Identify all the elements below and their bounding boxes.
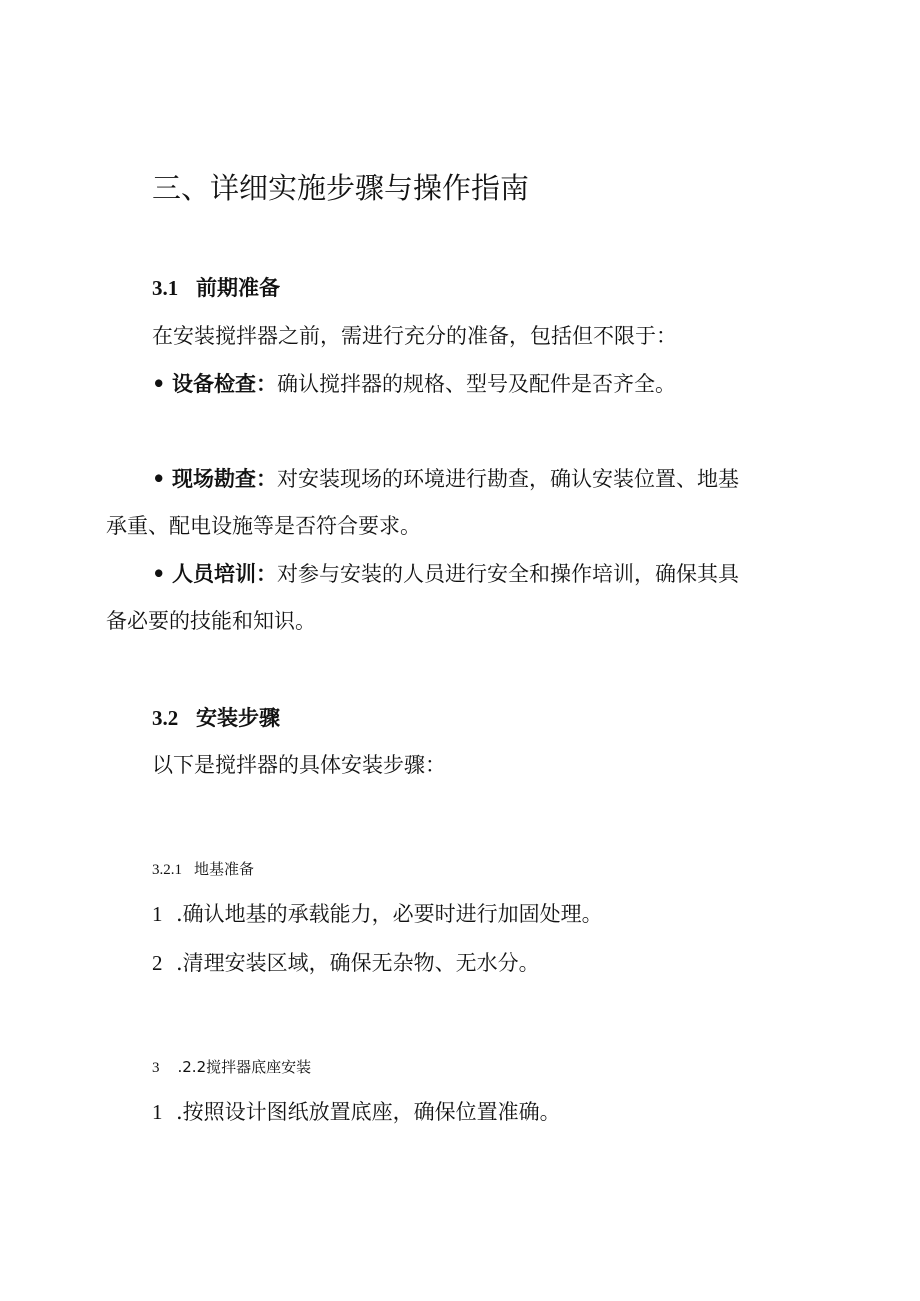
bullet-text-continuation: 承重、配电设施等是否符合要求。 <box>106 514 421 538</box>
bullet-dot: • <box>152 466 166 491</box>
item-text: .按照设计图纸放置底座，确保位置准确。 <box>176 1100 561 1124</box>
section-intro: 在安装搅拌器之前，需进行充分的准备，包括但不限于： <box>152 324 677 348</box>
subsection-title: 地基准备 <box>194 860 255 878</box>
item-text: .清理安装区域，确保无杂物、无水分。 <box>176 951 540 975</box>
subsection-heading-3-2-2 <box>152 1056 311 1077</box>
bullet-text: 确认搅拌器的规格、型号及配件是否齐全。 <box>277 372 676 396</box>
section-heading-3-2 <box>152 702 280 732</box>
bullet-label: 人员培训： <box>172 562 277 586</box>
item-number: 1 <box>152 1100 163 1124</box>
item-text: .确认地基的承载能力，必要时进行加固处理。 <box>176 902 603 926</box>
section-title: 安装步骤 <box>196 706 280 730</box>
subsection-number: 3.2.1 <box>152 862 182 878</box>
bullet-dot: • <box>152 561 166 586</box>
bullet-label: 设备检查： <box>172 372 277 396</box>
bullet-dot: • <box>152 371 166 396</box>
bullet-text-continuation: 备必要的技能和知识。 <box>106 609 316 633</box>
item-number: 2 <box>152 951 163 975</box>
section-number: 3.2 <box>152 706 179 730</box>
section-number: 3.1 <box>152 276 179 300</box>
bullet-item <box>152 368 676 398</box>
bullet-text: 对安装现场的环境进行勘查，确认安装位置、地基 <box>277 467 739 491</box>
section-title: 前期准备 <box>196 276 280 300</box>
bullet-label: 现场勘查： <box>172 467 277 491</box>
section-heading-3-1 <box>152 272 280 302</box>
numbered-item <box>152 1096 561 1126</box>
bullet-item <box>152 463 739 493</box>
subsection-title: .2.2搅拌器底座安装 <box>177 1058 312 1076</box>
subsection-number: 3 <box>152 1060 160 1076</box>
numbered-item <box>152 898 603 928</box>
numbered-item <box>152 947 540 977</box>
bullet-text: 对参与安装的人员进行安全和操作培训，确保其具 <box>277 562 739 586</box>
item-number: 1 <box>152 902 163 926</box>
page-title: 三、详细实施步骤与操作指南 <box>152 171 530 205</box>
bullet-item <box>152 558 739 588</box>
subsection-heading-3-2-1 <box>152 858 254 879</box>
section-intro: 以下是搅拌器的具体安装步骤： <box>152 753 446 777</box>
